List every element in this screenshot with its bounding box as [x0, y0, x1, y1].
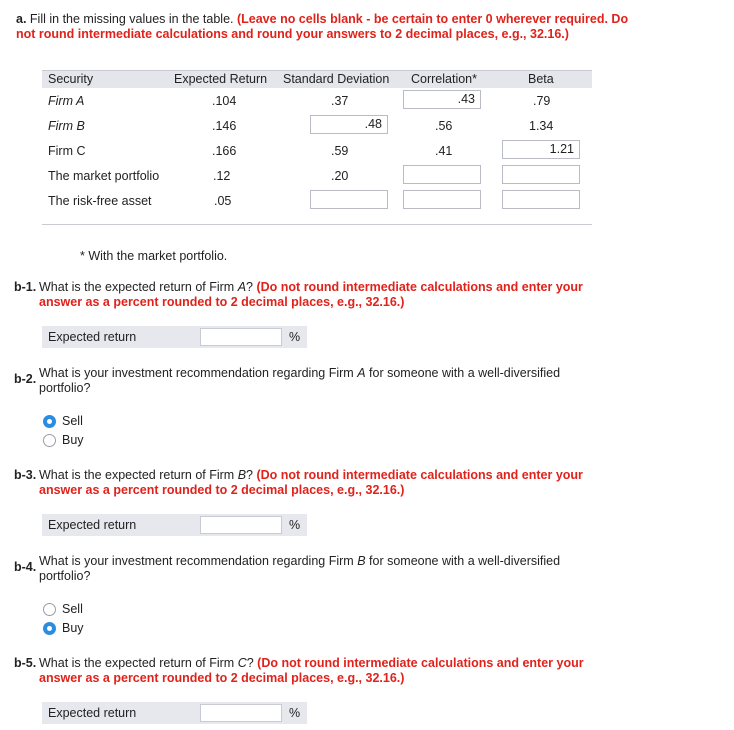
- market-std-dev: .20: [331, 169, 349, 183]
- b4-firm: B: [357, 554, 366, 568]
- b2-sell-label[interactable]: Sell: [62, 414, 83, 428]
- table-row-firm-a-security: Firm A: [48, 94, 85, 108]
- b1-instruction: (Do not round intermediate calculations and enter your answer as a percent rounded to 2 decimal places, e.g., 32.16.): [39, 280, 583, 309]
- b1-answer-label: Expected return: [48, 330, 137, 344]
- firm-a-correlation-input[interactable]: .43: [403, 90, 481, 109]
- b4-question-post: for someone with a well-diversified portfolio?: [39, 554, 561, 583]
- b1-question: [39, 280, 619, 310]
- b3-answer-row: [42, 514, 307, 536]
- table-row-riskfree-security: The risk-free asset: [48, 194, 152, 208]
- b5-label: b-5.: [14, 656, 37, 670]
- firm-c-expected-return: .166: [212, 144, 237, 158]
- firm-c-beta-input[interactable]: 1.21: [502, 140, 580, 159]
- b2-question: [39, 366, 599, 396]
- table-row-market-security: The market portfolio: [48, 169, 160, 183]
- b4-buy-label[interactable]: Buy: [62, 621, 84, 635]
- table-row-firm-c-security: Firm C: [48, 144, 86, 158]
- b2-question-post: for someone with a well-diversified portfolio?: [39, 366, 561, 395]
- firm-b-beta: 1.34: [529, 119, 554, 133]
- b5-qmark: ?: [246, 656, 254, 670]
- b3-label: b-3.: [14, 468, 37, 482]
- header-correlation: Correlation*: [411, 72, 478, 86]
- b2-question-pre: What is your investment recommendation regarding Firm: [39, 366, 354, 380]
- header-security: Security: [48, 72, 94, 86]
- b4-sell-label[interactable]: Sell: [62, 602, 83, 616]
- b1-percent-unit: %: [289, 330, 301, 344]
- header-beta: Beta: [528, 72, 554, 86]
- table-footnote: * With the market portfolio.: [80, 249, 228, 263]
- b1-qmark: ?: [246, 280, 253, 294]
- b1-label: b-1.: [14, 280, 37, 294]
- market-beta-input[interactable]: [502, 165, 580, 184]
- firm-a-beta: .79: [533, 94, 551, 108]
- firm-b-std-dev-input[interactable]: .48: [310, 115, 388, 134]
- market-expected-return: .12: [213, 169, 231, 183]
- table-bottom-rule: [42, 224, 592, 225]
- b5-answer-label: Expected return: [48, 706, 137, 720]
- firm-b-expected-return: .146: [212, 119, 237, 133]
- b3-question: [39, 468, 619, 498]
- part-a-instruction: (Leave no cells blank - be certain to enter 0 wherever required. Do not round intermediate calculations and round your answers to 2 decimal places, e.g., 32.16.): [16, 12, 629, 41]
- b3-percent-unit: %: [289, 518, 301, 532]
- firm-a-expected-return: .104: [212, 94, 237, 108]
- b5-expected-return-input[interactable]: [200, 704, 282, 722]
- b4-label: b-4.: [14, 560, 37, 574]
- firm-c-std-dev: .59: [331, 144, 349, 158]
- b3-question-text: What is the expected return of Firm: [39, 468, 235, 482]
- b2-firm: A: [357, 366, 366, 380]
- firm-b-correlation: .56: [435, 119, 453, 133]
- b3-instruction: (Do not round intermediate calculations and enter your answer as a percent rounded to 2 decimal places, e.g., 32.16.): [39, 468, 583, 497]
- b5-instruction: (Do not round intermediate calculations and enter your answer as a percent rounded to 2 decimal places, e.g., 32.16.): [39, 656, 584, 685]
- b1-expected-return-input[interactable]: [200, 328, 282, 346]
- part-a-intro: Fill in the missing values in the table.: [29, 12, 234, 26]
- riskfree-expected-return: .05: [214, 194, 232, 208]
- b5-answer-row: [42, 702, 307, 724]
- riskfree-correlation-input[interactable]: [403, 190, 481, 209]
- b4-sell-radio[interactable]: [43, 603, 56, 616]
- b5-question: [39, 656, 619, 686]
- firm-a-std-dev: .37: [331, 94, 349, 108]
- header-std-dev: Standard Deviation: [283, 72, 390, 86]
- b3-answer-label: Expected return: [48, 518, 137, 532]
- riskfree-beta-input[interactable]: [502, 190, 580, 209]
- market-correlation-input[interactable]: [403, 165, 481, 184]
- b2-buy-radio[interactable]: [43, 434, 56, 447]
- b4-question-pre: What is your investment recommendation regarding Firm: [39, 554, 354, 568]
- firm-c-correlation: .41: [435, 144, 453, 158]
- b3-expected-return-input[interactable]: [200, 516, 282, 534]
- b5-percent-unit: %: [289, 706, 301, 720]
- b3-qmark: ?: [246, 468, 253, 482]
- part-a-prefix: a.: [16, 12, 27, 26]
- b5-question-text: What is the expected return of Firm: [39, 656, 235, 670]
- b2-sell-radio[interactable]: [43, 415, 56, 428]
- b5-firm: C: [237, 656, 247, 670]
- b1-question-text: What is the expected return of Firm: [39, 280, 235, 294]
- b1-answer-row: [42, 326, 307, 348]
- riskfree-std-dev-input[interactable]: [310, 190, 388, 209]
- b2-buy-label[interactable]: Buy: [62, 433, 84, 447]
- part-a-question: [16, 12, 646, 42]
- b2-label: b-2.: [14, 372, 37, 386]
- b4-question: [39, 554, 599, 584]
- table-row-firm-b-security: Firm B: [48, 119, 85, 133]
- b3-firm: B: [237, 468, 247, 482]
- header-expected-return: Expected Return: [174, 72, 268, 86]
- b1-firm: A: [237, 280, 247, 294]
- b4-buy-radio[interactable]: [43, 622, 56, 635]
